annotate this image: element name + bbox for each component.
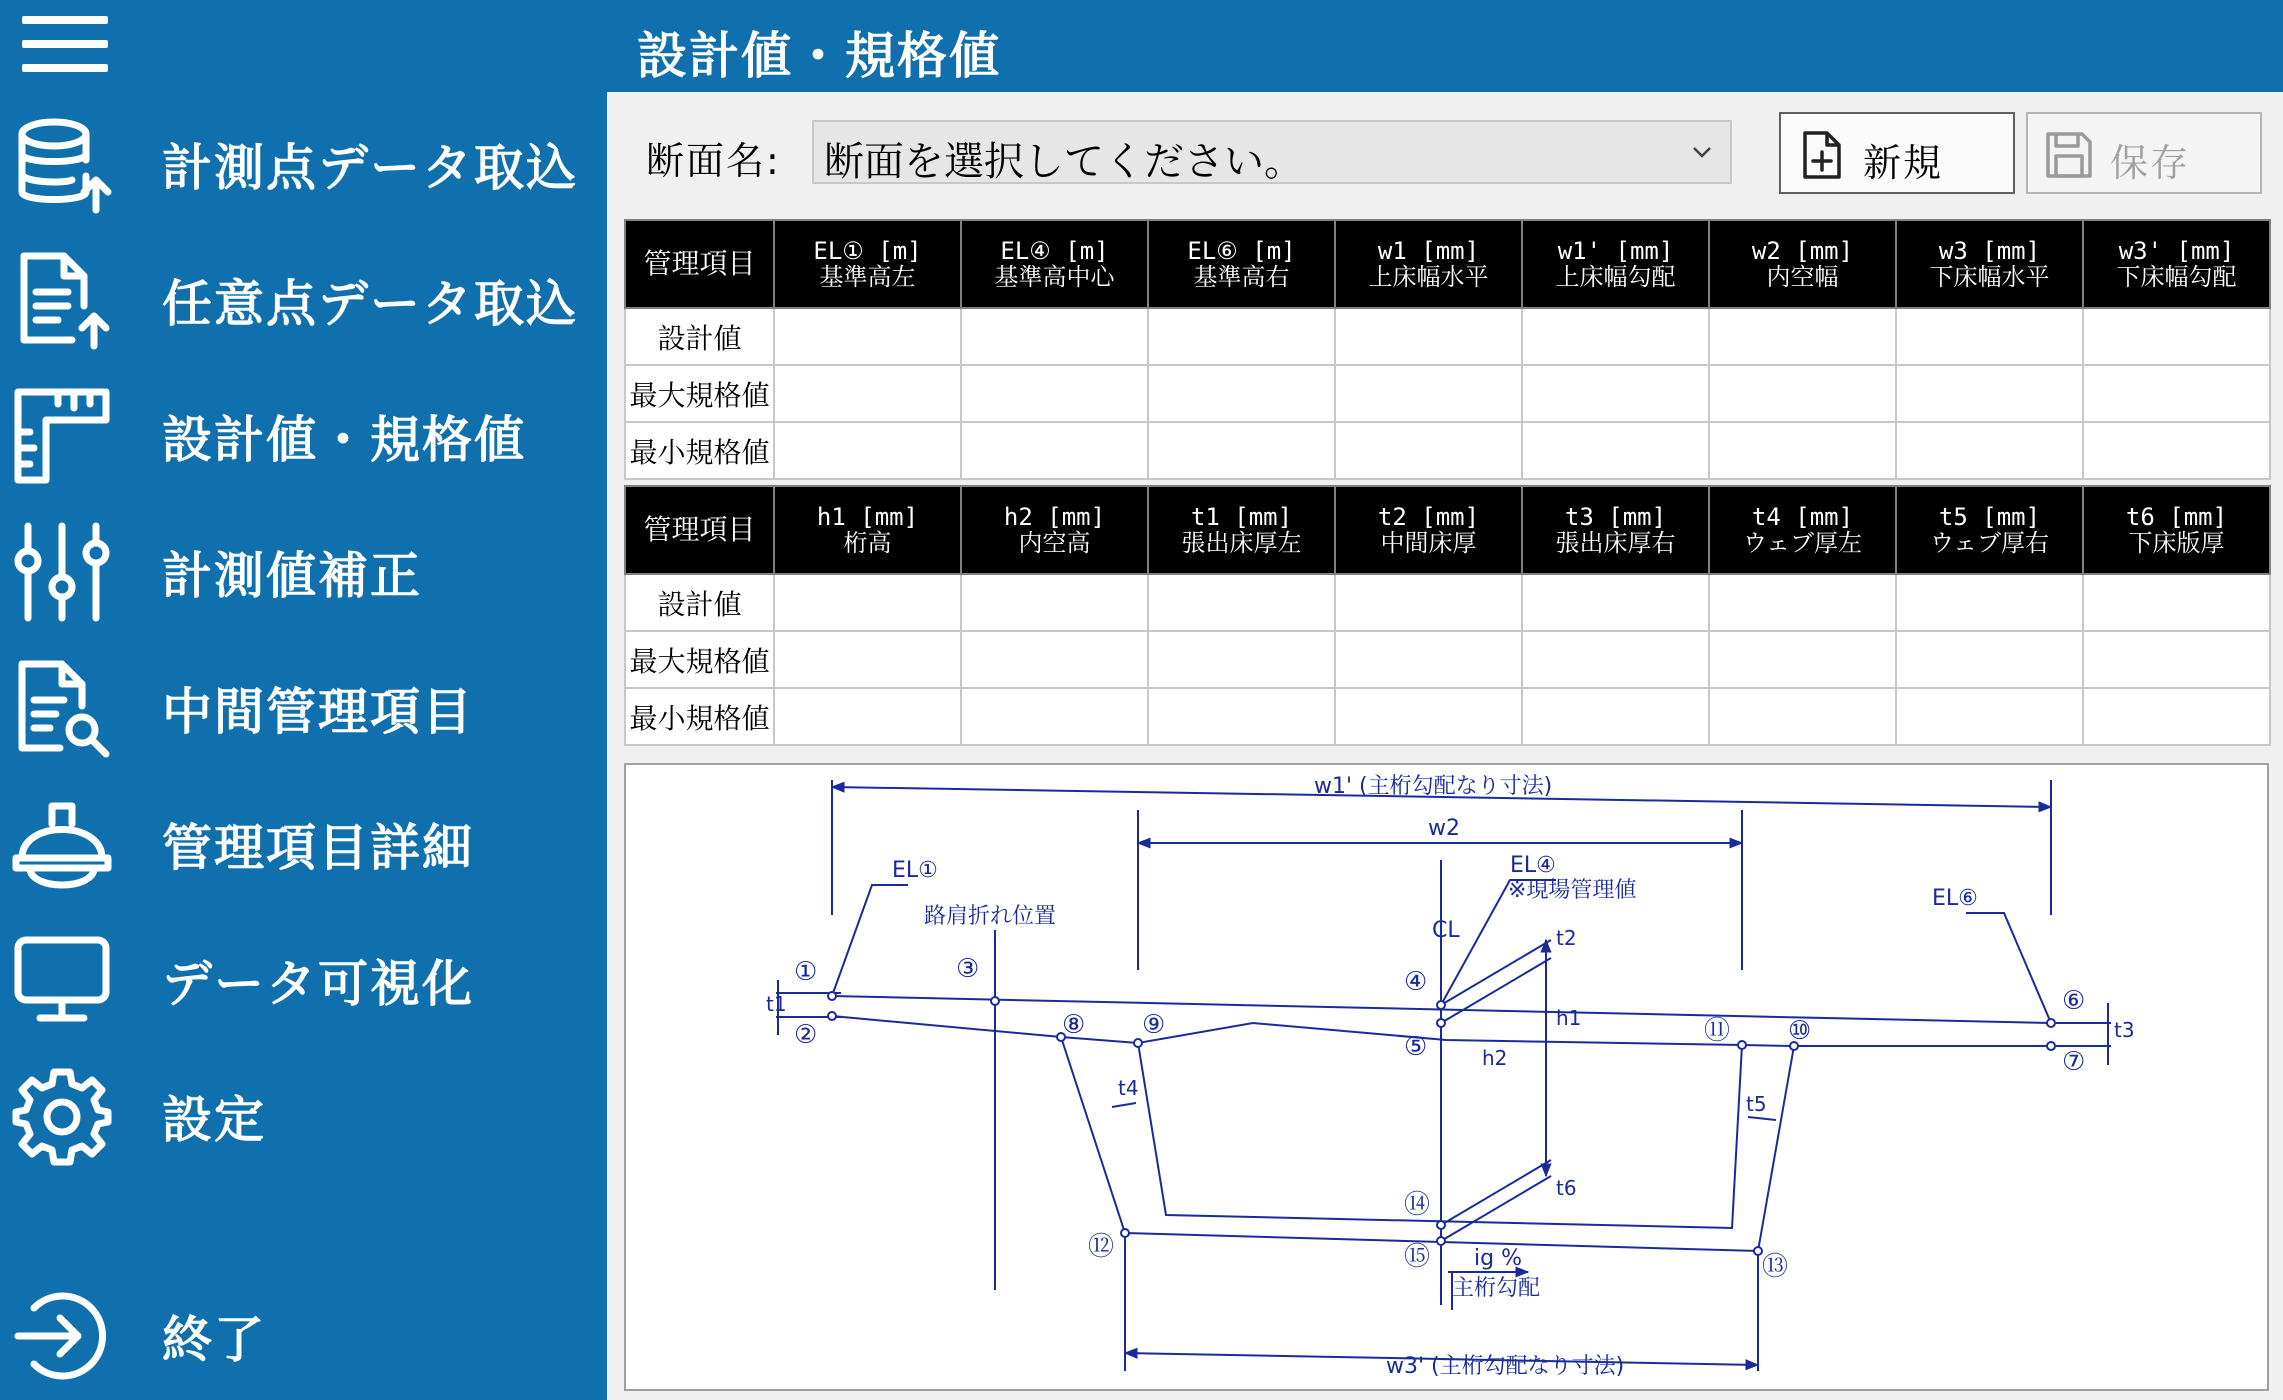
- column-header: EL① [m] 基準高左: [774, 220, 961, 308]
- value-cell[interactable]: [961, 574, 1148, 631]
- value-cell[interactable]: [1896, 422, 2083, 479]
- h2-label: h2: [1482, 1046, 1508, 1070]
- point-label: ②: [794, 1020, 818, 1050]
- gear-icon: [12, 1066, 112, 1166]
- el4-note-label: ※現場管理値: [1508, 878, 1637, 903]
- nav-measurement-correction[interactable]: [0, 508, 607, 628]
- hamburger-menu-icon[interactable]: [22, 12, 108, 76]
- section-name-label: 断面名:: [646, 139, 781, 183]
- w1-prime-label: w1' (主桁勾配なり寸法): [1314, 774, 1553, 799]
- point-label: ⑨: [1142, 1010, 1166, 1040]
- nav-design-values[interactable]: [0, 372, 607, 492]
- value-cell[interactable]: [774, 308, 961, 365]
- new-file-icon: [1797, 130, 1847, 180]
- point-label: ⑮: [1404, 1242, 1431, 1272]
- value-cell[interactable]: [1896, 365, 2083, 422]
- value-cell[interactable]: [2083, 631, 2270, 688]
- table-header-row: [625, 486, 2270, 574]
- column-header: w3 [mm] 下床幅水平: [1896, 220, 2083, 308]
- value-cell[interactable]: [1709, 365, 1896, 422]
- nav-label: 終了: [162, 1311, 266, 1369]
- column-header-kanri: 管理項目: [625, 486, 774, 574]
- value-cell[interactable]: [961, 365, 1148, 422]
- design-values-table-1: [624, 219, 2271, 480]
- value-cell[interactable]: [1896, 574, 2083, 631]
- ruler-icon: [12, 386, 112, 486]
- value-cell[interactable]: [1522, 574, 1709, 631]
- value-cell[interactable]: [1709, 422, 1896, 479]
- value-cell[interactable]: [1148, 365, 1335, 422]
- header-bar: [607, 0, 2283, 92]
- column-header: t2 [mm] 中間床厚: [1335, 486, 1522, 574]
- database-upload-icon: [12, 114, 112, 214]
- table-row: [625, 308, 2270, 365]
- column-header: EL⑥ [m] 基準高右: [1148, 220, 1335, 308]
- document-upload-icon: [12, 250, 112, 350]
- point-label: ⑭: [1404, 1190, 1431, 1220]
- exit-icon: [12, 1286, 112, 1386]
- nav-label: 設計値・規格値: [162, 411, 526, 469]
- value-cell[interactable]: [2083, 422, 2270, 479]
- column-header: w2 [mm] 内空幅: [1709, 220, 1896, 308]
- value-cell[interactable]: [774, 631, 961, 688]
- nav-label: 設定: [162, 1091, 266, 1149]
- value-cell[interactable]: [1522, 308, 1709, 365]
- new-button[interactable]: [1779, 112, 2015, 194]
- value-cell[interactable]: [1148, 631, 1335, 688]
- value-cell[interactable]: [2083, 365, 2270, 422]
- point-label: ⑫: [1088, 1232, 1115, 1262]
- point-label: ⑪: [1704, 1016, 1731, 1046]
- save-button-label: 保存: [2110, 141, 2191, 185]
- value-cell[interactable]: [1148, 308, 1335, 365]
- w3-prime-label: w3' (主桁勾配なり寸法): [1386, 1354, 1625, 1379]
- box-girder-drawing: [626, 765, 2269, 1391]
- page-title: 設計値・規格値: [637, 27, 1001, 85]
- value-cell[interactable]: [1896, 688, 2083, 745]
- column-header: t5 [mm] ウェブ厚右: [1896, 486, 2083, 574]
- value-cell[interactable]: [1522, 365, 1709, 422]
- hardhat-icon: [12, 794, 112, 894]
- value-cell[interactable]: [961, 631, 1148, 688]
- column-header: t6 [mm] 下床版厚: [2083, 486, 2270, 574]
- value-cell[interactable]: [1896, 631, 2083, 688]
- value-cell[interactable]: [774, 688, 961, 745]
- t1-label: t1: [766, 992, 787, 1016]
- nav-intermediate-items[interactable]: [0, 644, 607, 764]
- table-row: [625, 574, 2270, 631]
- point-label: ⑩: [1788, 1016, 1812, 1046]
- value-cell[interactable]: [1335, 365, 1522, 422]
- el4-label: EL④: [1510, 853, 1556, 878]
- document-search-icon: [12, 658, 112, 758]
- w2-label: w2: [1428, 816, 1460, 841]
- column-header: t1 [mm] 張出床厚左: [1148, 486, 1335, 574]
- column-header: EL④ [m] 基準高中心: [961, 220, 1148, 308]
- value-cell[interactable]: [2083, 574, 2270, 631]
- el1-label: EL①: [892, 858, 938, 883]
- table-row: [625, 422, 2270, 479]
- value-cell[interactable]: [2083, 308, 2270, 365]
- value-cell[interactable]: [1522, 631, 1709, 688]
- nav-label: 計測値補正: [162, 547, 422, 605]
- nav-label: 任意点データ取込: [162, 275, 578, 333]
- point-label: ⑧: [1062, 1010, 1086, 1040]
- value-cell[interactable]: [1335, 688, 1522, 745]
- value-cell[interactable]: [961, 308, 1148, 365]
- point-label: ①: [794, 957, 818, 987]
- column-header: w1 [mm] 上床幅水平: [1335, 220, 1522, 308]
- value-cell[interactable]: [2083, 688, 2270, 745]
- t4-label: t4: [1118, 1076, 1139, 1100]
- column-header: t4 [mm] ウェブ厚左: [1709, 486, 1896, 574]
- value-cell[interactable]: [1335, 631, 1522, 688]
- value-cell[interactable]: [1335, 308, 1522, 365]
- el6-label: EL⑥: [1932, 886, 1978, 911]
- value-cell[interactable]: [1148, 422, 1335, 479]
- nav-arbitrary-import[interactable]: [0, 236, 607, 356]
- row-label: 設計値: [625, 308, 774, 365]
- nav-label: データ可視化: [162, 955, 474, 1013]
- gradient-label: 主桁勾配: [1452, 1276, 1541, 1301]
- value-cell[interactable]: [1522, 422, 1709, 479]
- centerline-label: CL: [1432, 918, 1460, 943]
- gradient-value-label: ig %: [1474, 1246, 1522, 1271]
- nav-label: 中間管理項目: [162, 683, 474, 741]
- nav-data-visualization[interactable]: [0, 916, 607, 1036]
- value-cell[interactable]: [774, 422, 961, 479]
- value-cell[interactable]: [1148, 688, 1335, 745]
- column-header: h2 [mm] 内空高: [961, 486, 1148, 574]
- point-label: ④: [1404, 967, 1428, 997]
- save-button[interactable]: [2026, 112, 2262, 194]
- value-cell[interactable]: [1709, 688, 1896, 745]
- point-label: ③: [956, 954, 980, 984]
- point-label: ⑦: [2062, 1047, 2086, 1077]
- value-cell[interactable]: [1335, 422, 1522, 479]
- row-label: 設計値: [625, 574, 774, 631]
- nav-settings[interactable]: [0, 1052, 607, 1172]
- sliders-icon: [12, 522, 112, 622]
- new-button-label: 新規: [1863, 141, 1944, 185]
- h1-label: h1: [1556, 1006, 1582, 1030]
- t2-label: t2: [1556, 926, 1577, 950]
- design-values-table-2: [624, 485, 2271, 746]
- point-label: ⑥: [2062, 986, 2086, 1016]
- point-label: ⑤: [1404, 1032, 1428, 1062]
- section-select[interactable]: [812, 120, 1732, 184]
- shoulder-label: 路肩折れ位置: [924, 904, 1057, 929]
- value-cell[interactable]: [1148, 574, 1335, 631]
- nav-measurement-import[interactable]: [0, 100, 607, 220]
- column-header: t3 [mm] 張出床厚右: [1522, 486, 1709, 574]
- table-row: [625, 631, 2270, 688]
- t6-label: t6: [1556, 1176, 1577, 1200]
- value-cell[interactable]: [774, 365, 961, 422]
- section-select-value: 断面を選択してください。: [824, 139, 1304, 185]
- point-label: ⑬: [1762, 1252, 1789, 1282]
- nav-label: 管理項目詳細: [162, 819, 474, 877]
- column-header: w3' [mm] 下床幅勾配: [2083, 220, 2270, 308]
- chevron-down-icon: [1688, 138, 1716, 166]
- nav-label: 計測点データ取込: [162, 139, 578, 197]
- column-header-kanri: 管理項目: [625, 220, 774, 308]
- column-header: h1 [mm] 桁高: [774, 486, 961, 574]
- row-label: 最大規格値: [625, 365, 774, 422]
- monitor-icon: [12, 930, 112, 1030]
- value-cell[interactable]: [961, 688, 1148, 745]
- table-header-row: [625, 220, 2270, 308]
- sidebar: [0, 0, 607, 1400]
- cross-section-diagram: [624, 763, 2269, 1391]
- value-cell[interactable]: [1335, 574, 1522, 631]
- save-icon: [2044, 130, 2094, 180]
- t3-label: t3: [2114, 1018, 2135, 1042]
- nav-exit[interactable]: [0, 1272, 607, 1392]
- row-label: 最小規格値: [625, 422, 774, 479]
- value-cell[interactable]: [1709, 308, 1896, 365]
- t5-label: t5: [1746, 1092, 1767, 1116]
- value-cell[interactable]: [774, 574, 961, 631]
- row-label: 最小規格値: [625, 688, 774, 745]
- column-header: w1' [mm] 上床幅勾配: [1522, 220, 1709, 308]
- nav-item-details[interactable]: [0, 780, 607, 900]
- value-cell[interactable]: [1709, 631, 1896, 688]
- table-row: [625, 688, 2270, 745]
- value-cell[interactable]: [1522, 688, 1709, 745]
- row-label: 最大規格値: [625, 631, 774, 688]
- value-cell[interactable]: [961, 422, 1148, 479]
- value-cell[interactable]: [1709, 574, 1896, 631]
- value-cell[interactable]: [1896, 308, 2083, 365]
- table-row: [625, 365, 2270, 422]
